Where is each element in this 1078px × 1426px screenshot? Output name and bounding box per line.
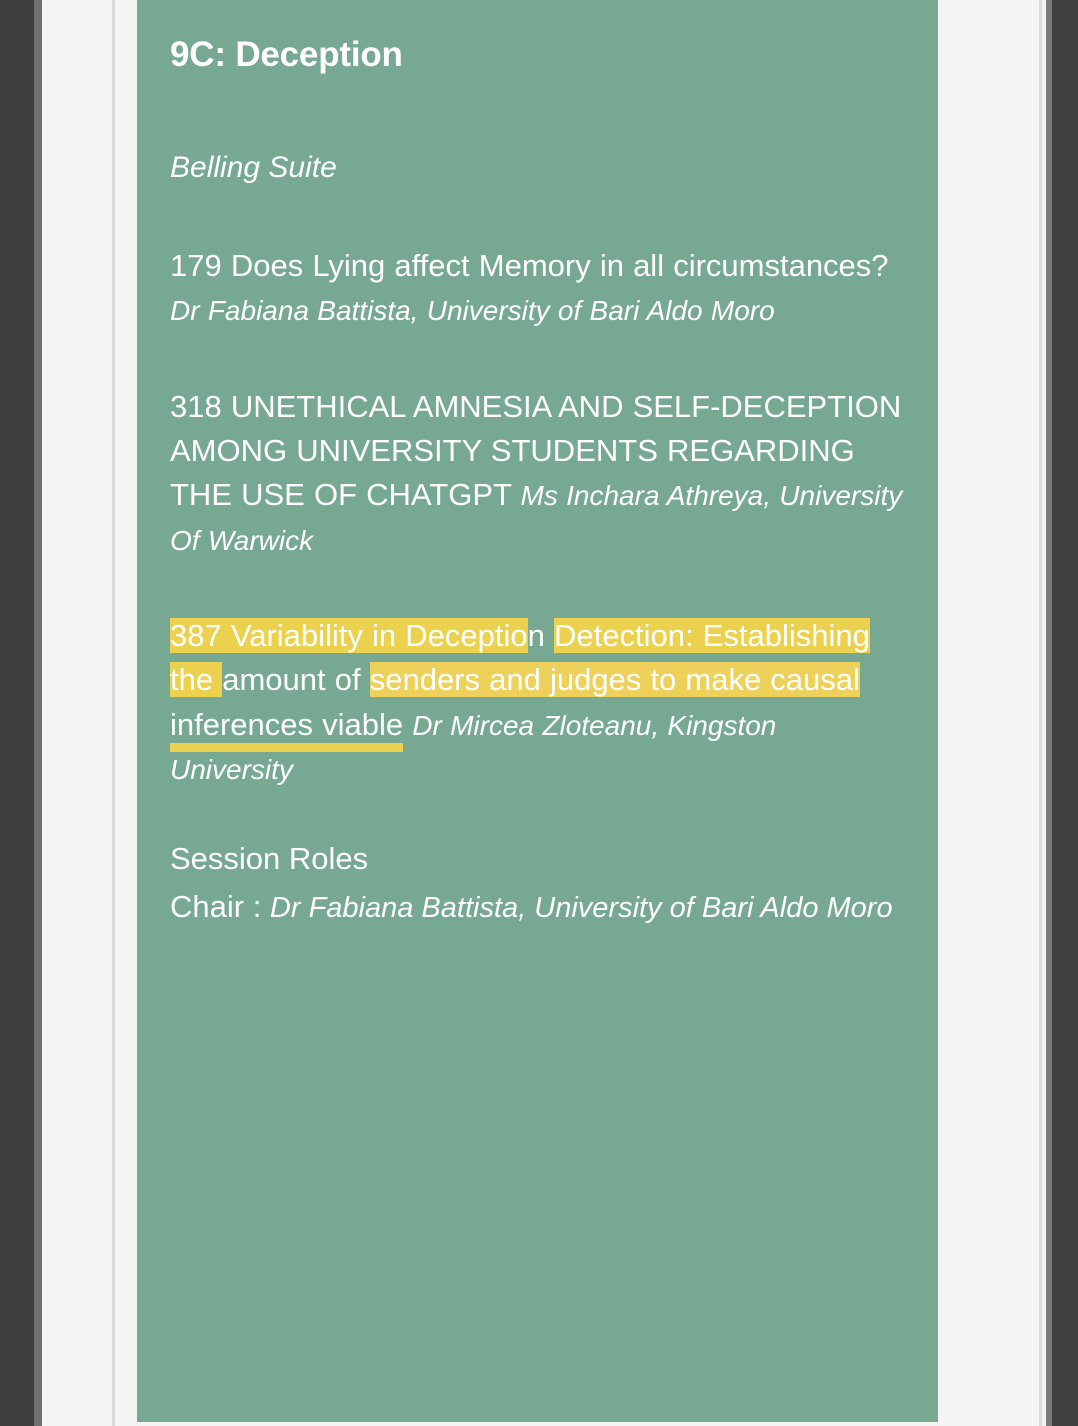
talk-authors: Dr Fabiana Battista, University of Bari Aldo Moro <box>170 295 775 327</box>
session-venue: Belling Suite <box>170 151 337 184</box>
talk-item-highlighted <box>170 614 906 791</box>
talk-authors: Ms Inchara Athreya, University Of Warwick <box>170 480 903 556</box>
talk-item <box>170 244 906 333</box>
talk-title: 179 Does Lying affect Memory in all circumstances? <box>170 248 889 283</box>
talk-item <box>170 385 906 562</box>
left-gutter <box>0 0 34 1426</box>
page-edge-left <box>112 0 115 1426</box>
talk-title-plain-2: amount of <box>222 662 361 698</box>
session-chair-row <box>170 885 906 930</box>
talk-title-highlight-3: senders and judges to make causal <box>369 662 860 698</box>
chair-name: Dr Fabiana Battista, University of Bari Aldo Moro <box>269 891 893 924</box>
session-title: 9C: Deception <box>170 35 403 74</box>
talk-title-highlight-2: Detection: Establishing the <box>170 617 870 698</box>
talk-title-underlined: inferences viable <box>170 707 403 752</box>
talk-authors: Dr Mircea Zloteanu, Kingston University <box>170 709 777 785</box>
chair-label: Chair : <box>170 888 270 924</box>
session-roles-heading: Session Roles <box>170 841 369 877</box>
session-card <box>137 0 938 1422</box>
left-gutter-inner <box>34 0 42 1426</box>
right-gutter <box>1052 0 1078 1426</box>
talk-title: 318 UNETHICAL AMNESIA AND SELF-DECEPTION AMONG UNIVERSITY STUDENTS REGARDING THE USE OF CHATGPT <box>170 388 902 513</box>
talk-title-plain-1: n <box>527 617 545 653</box>
page-edge-right <box>1039 0 1042 1426</box>
talk-title-highlight-1: 387 Variability in Deceptio <box>170 617 528 653</box>
talks-list <box>170 244 906 791</box>
